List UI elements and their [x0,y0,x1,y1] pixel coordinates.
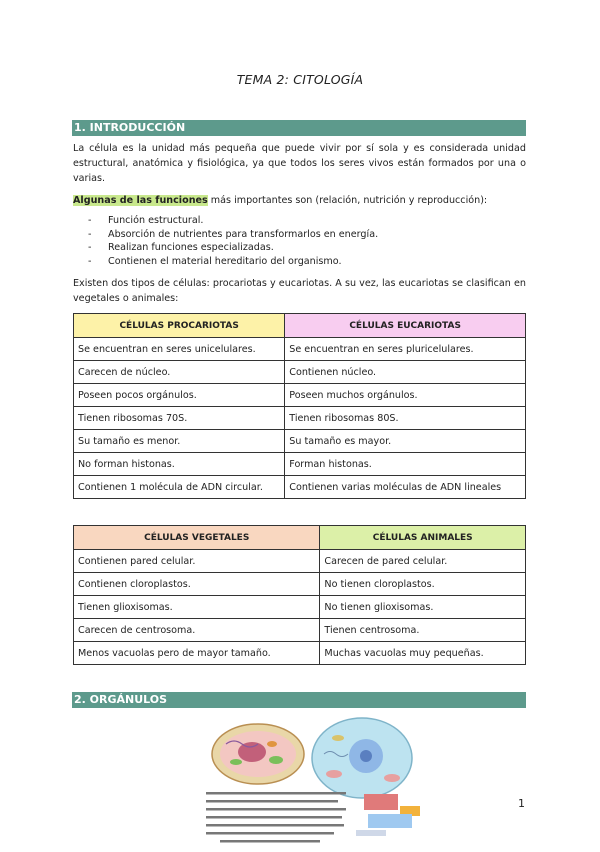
table-cell: Contienen pared celular. [74,550,320,573]
table-cell: Tienen ribosomas 80S. [285,407,526,430]
functions-list [88,214,378,268]
table-row [74,596,526,619]
table-cell: Se encuentran en seres unicelulares. [74,338,285,361]
list-item: - Función estructural. [88,214,378,228]
table-cell: Muchas vacuolas muy pequeñas. [320,642,526,665]
table-cell: No tienen glioxisomas. [320,596,526,619]
table-cell: Contienen núcleo. [285,361,526,384]
intro-paragraph: La célula es la unidad más pequeña que puede vivir por sí sola y es considerada unidad estructural, anatómica y fisiológica, ya que todos los seres vivos están formados por una o varias. [73,143,526,184]
table-cell: No forman histonas. [74,453,285,476]
table-row [74,476,526,499]
table-row [74,573,526,596]
table-row [74,642,526,665]
table-cell: Se encuentran en seres pluricelulares. [285,338,526,361]
list-item: - Realizan funciones especializadas. [88,241,378,255]
table-row [74,384,526,407]
section-heading-organulos: 2. ORGÁNULOS [72,692,526,708]
cell-types-paragraph: Existen dos tipos de células: procariotas y eucariotas. A su vez, las eucariotas se clasifican en vegetales o animales: [73,278,526,304]
table-cell: Tienen ribosomas 70S. [74,407,285,430]
table-header-row [74,314,526,338]
table-cell: Contienen 1 molécula de ADN circular. [74,476,285,499]
table-cell: Su tamaño es menor. [74,430,285,453]
table-cell: Carecen de pared celular. [320,550,526,573]
table-cell: No tienen cloroplastos. [320,573,526,596]
table-row [74,453,526,476]
table-row [74,407,526,430]
table-row [74,338,526,361]
cell-diagram-illustration [206,714,422,848]
prokaryote-eukaryote-table [73,313,526,499]
table-header-row [74,526,526,550]
table-cell: Poseen muchos orgánulos. [285,384,526,407]
table-row [74,550,526,573]
table-row [74,430,526,453]
table-cell: Su tamaño es mayor. [285,430,526,453]
functions-intro [73,193,526,208]
table-cell: Contienen cloroplastos. [74,573,320,596]
cell-diagram-figure [206,714,422,848]
table-cell: Carecen de centrosoma. [74,619,320,642]
list-item: - Absorción de nutrientes para transformarlos en energía. [88,228,378,242]
page-title: TEMA 2: CITOLOGÍA [236,72,364,87]
header-animales: CÉLULAS ANIMALES [320,526,526,550]
section-heading-introduccion: 1. INTRODUCCIÓN [72,120,526,136]
header-eucariotas: CÉLULAS EUCARIOTAS [285,314,526,338]
table-cell: Contienen varias moléculas de ADN lineales [285,476,526,499]
functions-intro-rest: más importantes son (relación, nutrición y reproducción): [207,195,488,206]
table-row [74,619,526,642]
list-item: - Contienen el material hereditario del organismo. [88,255,378,269]
header-procariotas: CÉLULAS PROCARIOTAS [74,314,285,338]
table-cell: Tienen glioxisomas. [74,596,320,619]
table-cell: Tienen centrosoma. [320,619,526,642]
table-cell: Poseen pocos orgánulos. [74,384,285,407]
page-number: 1 [518,797,525,810]
header-vegetales: CÉLULAS VEGETALES [74,526,320,550]
functions-highlight: Algunas de las funciones [73,195,208,206]
table-cell: Forman histonas. [285,453,526,476]
table-cell: Menos vacuolas pero de mayor tamaño. [74,642,320,665]
table-cell: Carecen de núcleo. [74,361,285,384]
table-row [74,361,526,384]
plant-animal-table [73,525,526,665]
